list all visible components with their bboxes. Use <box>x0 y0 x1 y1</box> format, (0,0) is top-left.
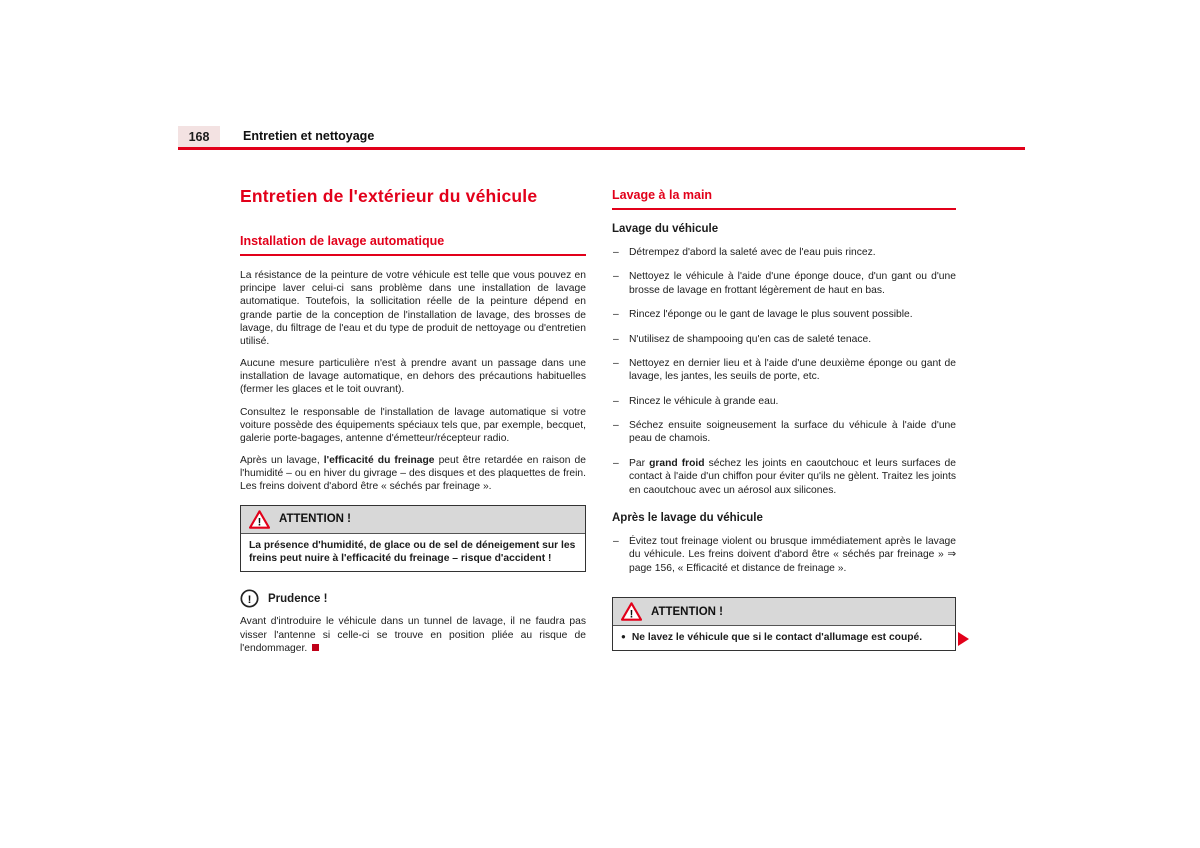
paragraph-4-pre: Après un lavage, <box>240 455 324 467</box>
list-item <box>612 357 956 384</box>
list-item-text <box>629 458 956 496</box>
list-item-text: Rincez le véhicule à grande eau. <box>629 395 779 407</box>
paragraph-4-post: peut être retardée en raison de l'humidité – ou en hiver du givrage – des disques et des plaquettes de frein. Les freins doivent d'abord être « séchés par freinage ». <box>240 455 586 493</box>
left-column <box>240 186 586 664</box>
attention-title: ATTENTION ! <box>279 513 351 526</box>
subsection-title-hand-wash: Lavage à la main <box>612 188 956 210</box>
list-item <box>612 333 956 346</box>
attention-box-right <box>612 597 956 651</box>
list-item <box>612 246 956 259</box>
caution-body <box>240 615 586 655</box>
attention-body: La présence d'humidité, de glace ou de sel de déneigement sur les freins peut nuire à l'efficacité du freinage – risque d'accident ! <box>249 539 576 564</box>
caution-body-text: Avant d'introduire le véhicule dans un tunnel de lavage, il ne faudra pas visser l'antenne si celle-ci se trouve en position pliée au risque de l'endommager. <box>240 616 586 654</box>
paragraph-3: Consultez le responsable de l'installation de lavage automatique si votre voiture possède des équipements spéciaux tels que, par exemple, becquet, galerie porte-bagages, antenne d'émetteur/récepteur radio. <box>240 406 586 444</box>
list-item-text: N'utilisez de shampooing qu'en cas de saleté tenace. <box>629 333 872 345</box>
caution-section <box>240 589 586 655</box>
list-item <box>612 270 956 297</box>
paragraph-4-bold: l'efficacité du freinage <box>323 455 435 467</box>
list-item-text: Séchez ensuite soigneusement la surface du véhicule à l'aide d'une peau de chamois. <box>629 420 956 445</box>
dash-marker: – <box>613 357 619 369</box>
list-item-text: Nettoyez en dernier lieu et à l'aide d'une deuxième éponge ou gant de lavage, les jantes, les seuils de porte, etc. <box>629 357 956 383</box>
section-end-marker <box>312 644 319 651</box>
dash-marker: – <box>613 395 619 407</box>
cold-bullet-pre: Par <box>629 457 650 469</box>
list-item <box>612 395 956 408</box>
attention-box-left <box>240 505 586 573</box>
subheading-after-wash: Après le lavage du véhicule <box>612 511 763 524</box>
caution-circle-icon <box>240 589 259 608</box>
page-title: Entretien de l'extérieur du véhicule <box>240 186 538 206</box>
dash-marker: – <box>613 271 619 283</box>
dash-marker: – <box>613 333 619 345</box>
cold-bullet-post: séchez les joints en caoutchouc et leurs surfaces de contact à l'aide d'un chiffon pour éviter qu'ils ne gèlent. Traitez les joints en caoutchouc avec un aérosol aux silicones. <box>629 457 957 496</box>
caution-header <box>240 589 586 608</box>
paragraph-2: Aucune mesure particulière n'est à prendre avant un passage dans une installation de lavage automatique, en dehors des précautions habituelles (fermer les glaces et le toit ouvrant). <box>240 358 586 396</box>
list-item <box>612 535 956 575</box>
list-item-text: Évitez tout freinage violent ou brusque immédiatement après le lavage du véhicule. Les freins doivent d'abord être « séchés par freinage » ⇒ page 156, « Efficacité et distance de freinage ». <box>629 535 956 574</box>
page-number: 168 <box>178 126 220 147</box>
list-item <box>612 419 956 446</box>
subheading-vehicle-wash: Lavage du véhicule <box>612 223 719 235</box>
right-column <box>612 188 956 651</box>
bullet-dot-marker: ● <box>621 632 626 641</box>
dash-marker: – <box>613 309 619 321</box>
paragraph-1: La résistance de la peinture de votre véhicule est telle que vous pouvez en principe laver celui-ci sans problème dans une installation de lavage automatique. Toutefois, la sollicitation réelle de la peinture dépend en grande partie de la conception de l'installation de lavage, des brosses de lavage, du filtrage de l'eau et du type de produit de nettoyage ou d'entretien utilisé. <box>240 270 586 347</box>
attention-box-header <box>241 506 585 534</box>
list-item <box>612 457 956 497</box>
dash-marker: – <box>613 247 619 258</box>
dash-marker: – <box>613 420 619 431</box>
svg-text:!: ! <box>629 608 634 621</box>
warning-triangle-icon <box>249 510 270 529</box>
paragraph-4 <box>240 454 586 494</box>
header-rule <box>178 147 1025 150</box>
list-item-text: Rincez l'éponge ou le gant de lavage le plus souvent possible. <box>629 309 913 321</box>
continuation-arrow-icon <box>958 632 969 646</box>
list-item <box>612 308 956 321</box>
svg-text:!: ! <box>257 516 262 529</box>
dash-marker: – <box>613 535 619 547</box>
header-section-title: Entretien et nettoyage <box>243 129 375 143</box>
caution-title: Prudence ! <box>268 592 328 605</box>
attention-body <box>613 626 955 650</box>
dash-marker: – <box>613 457 619 469</box>
list-item-text: Nettoyez le véhicule à l'aide d'une éponge douce, d'un gant ou d'une brosse de lavage en frottant légèrement de haut en bas. <box>629 271 956 296</box>
subsection-title-automatic-wash: Installation de lavage automatique <box>240 234 586 256</box>
warning-triangle-icon <box>621 602 642 621</box>
attention-title: ATTENTION ! <box>651 605 723 618</box>
cold-bullet-bold: grand froid <box>649 457 705 469</box>
list-item-text: Détrempez d'abord la saleté avec de l'eau puis rincez. <box>629 247 876 258</box>
attention-box-header <box>613 598 955 626</box>
svg-text:!: ! <box>247 594 252 607</box>
attention-bullet-text: Ne lavez le véhicule que si le contact d'allumage est coupé. <box>631 632 923 643</box>
